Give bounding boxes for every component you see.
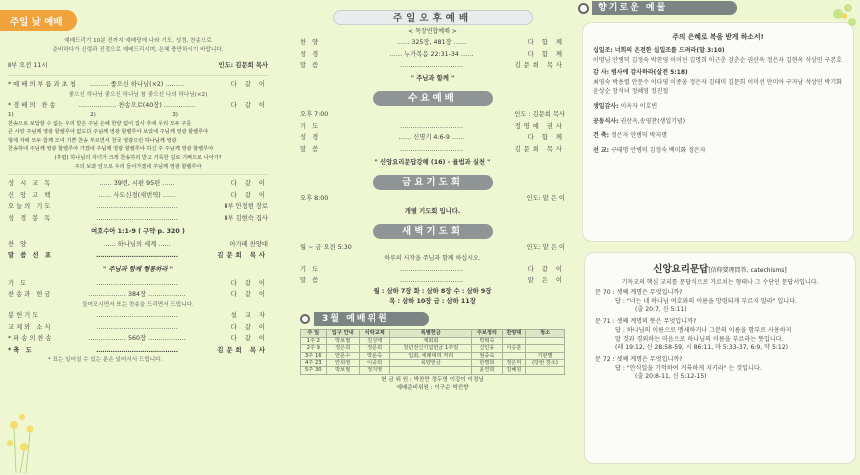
mission-entry: 선 교: 구태명 안병덕 김정숙 백미화 정은자 <box>593 146 706 154</box>
table-row: 1주 2 박보필 김성태 계회회 박혁숙 <box>301 337 565 344</box>
dawn-header: 월 ~ 금 오전 5:30 인도: 맡 은 이 <box>300 243 565 251</box>
tithe-names: 이명님 안병덕 김정숙 박찬영 이미선 김명희 이근춘 강춘순 권산옥 정은자 김현옥 석상민 구본호 <box>593 56 842 64</box>
order-row: 신 앙 고 백 …… 사도신경(새번역) …… 다 같 이 <box>8 191 268 199</box>
table-row: 4주 23 안희영 이중희 목양헌금 한명희 정은미 (당번 장소) <box>301 359 565 366</box>
thanks-names: 최영숙 박용렬 안문수 이다영 이종웅 정은자 김태미 김문희 이미선 안미아 구자남 석상민 박기화 윤상순 장석녀 정혜영 정진철 <box>593 78 842 96</box>
offering-note: 들어오시면서 또는 찬송을 드리면서 드립니다. <box>82 301 194 308</box>
afternoon-service-title: 주일오후예배 <box>333 10 533 25</box>
table-row: 3주 16 안문수 박운숙 입회, 세례대리 처리 엄중숙 기관별 <box>301 352 565 359</box>
worship-committee-table: 주 일 입구 안내 식탁교제 특별헌금 주보정리 찬양대 청소 1주 2 박보필 김성태 계회회 박혁숙 2주 9 정은희 정문희 청년전신기념헌금 1주일 신인웅 이승훈 3주 16 안문수 박운숙 입회, 세례대리 처리 엄중숙 기관별 4주 23 안희영 이중희 목양헌금 한명희 정은미 (당번 장소) 5주 30 박보필 정지영 윤연희 김혜원 <box>300 329 565 375</box>
order-row: 말 씀 선 포 ………………………………… 김문희 목사 <box>8 252 268 260</box>
birthday-entry: 생일감사: 이옥자 이호빈 <box>593 102 658 110</box>
weekly-services-column <box>300 0 565 475</box>
wednesday-theme: " 신앙요리문답강해 (16) - 율법과 실천 " <box>374 158 491 166</box>
committee-note: 헌 금 위 원 : 박찬만 정두명 이강이 이정님 예배준비위원 : 이구순 박진향 <box>381 376 484 391</box>
order-row: *예배의부름과초청 ……… 좋으신 하나님(×2) ……… 다 같 이 <box>8 81 268 88</box>
order-row: *축 도 ………………………………… 김문희 목사 <box>8 346 268 354</box>
scripture-reference: 여호수아 1:1-9 ( 구약 p. 320 ) <box>91 227 185 235</box>
friday-header: 오후 8:00 인도: 맡 은 이 <box>300 194 565 202</box>
order-row: 성 시 교 독 …… 39번, 시편 95편 …… 다 같 이 <box>8 180 268 188</box>
tithe-entry: 십일조: 너희의 온전한 십일조를 드려라(말 3:10) <box>593 47 725 54</box>
order-row: 기 도 ………………………… 다 같 이 <box>300 265 565 273</box>
order-row: 성 경 …… 누가복음 22:31-34 …… 다 함 께 <box>300 50 565 58</box>
call-to-worship-text: 좋으신 하나님 좋으신 하나님 참 좋으신 나의 하나님(×2) <box>68 91 208 98</box>
order-row: 기 도 ………………………………… 다 같 이 <box>8 279 268 287</box>
footnote: * 표는 일어설 수 있는 분은 일어서서 드립니다. <box>48 357 163 364</box>
order-row: 말 씀 ………………………… 맡 은 이 <box>300 277 565 285</box>
order-row: 오늘의 기도 ………………………………… Ⅱ부 안정현 장로 <box>8 203 268 211</box>
table-row: 5주 30 박보필 정지영 윤연희 김혜원 <box>301 367 565 374</box>
wednesday-service-title: 수요예배 <box>373 91 493 106</box>
order-row: 찬 양 …… 325장, 481장 …… 다 함 께 <box>300 39 565 46</box>
dawn-prayer-title: 새벽기도회 <box>373 224 493 239</box>
offerings-box <box>582 22 854 242</box>
offerings-header: 향기로운 예물 <box>578 1 737 15</box>
flower-decoration-icon <box>0 395 60 475</box>
catechism-qa: 문 70 : 셋째 계명은 무엇입니까? 답 : "너는 네 하나님 여호와의 이름을 망령되게 부르지 말라" 입니다. (출 20:7, 신 5:11) 문 71 : 셋째 계명의 뜻은 무엇입니까? 답 : 하나님의 이름으로 맹세하거나 그분의 이름을 함부로 사용하지 말 것과 경외하는 마음으로 하나님의 이름을 부르라는 뜻입니다. (레 19:12, 신 28:58-59, 시 86:11, 마 5:33-37, 6:9, 약 5:12) 문 72 : 셋째 계명은 무엇입니까? 답 : "안식일을 기억하여 거룩하게 지키라" 는 것입니다. (출 20:8-11, 신 5:12-15) <box>595 289 798 381</box>
offerings-heading: 주의 은혜로 복을 받게 하소서! <box>672 33 764 41</box>
service-header: Ⅱ부 오전 11시 인도: 김문희 목사 <box>8 62 268 69</box>
afternoon-service-subtitle: < 목장연합예배 > <box>408 28 457 35</box>
wednesday-header: 오후 7:00 인도 : 김문희 목사 <box>300 110 565 118</box>
order-row: *경배의 찬송 ……………… 찬송으로(40장) …………… 다 같 이 <box>8 101 268 109</box>
order-row: 교제와 소식 ………………………………… 다 같 이 <box>8 323 268 331</box>
table-row: 2주 9 정은희 정문희 청년전신기념헌금 1주일 신인웅 이승훈 <box>301 345 565 352</box>
afternoon-theme: " 주님과 함께 " <box>410 74 455 82</box>
order-row: 성 경 봉 독 ………………………………… Ⅱ부 김현숙 집사 <box>8 214 268 222</box>
catechism-box <box>584 252 856 464</box>
dawn-note: 하루의 시작을 주님과 함께 하십시오. <box>384 254 481 262</box>
sermon-title: " 주님과 함께 형통하라 " <box>102 265 174 273</box>
order-row: 성 경 …… 신명기 4:6-9 …… 다 함 께 <box>300 134 565 142</box>
meal-entry: 공동식사: 권산옥,송영찬(생일기념) <box>593 117 686 125</box>
bullet-icon <box>300 314 310 324</box>
bullet-icon <box>578 3 589 14</box>
order-row: *파송의찬송 ……………… 560장 ……………… 다 같 이 <box>8 335 268 343</box>
order-row: 말 씀 ………………………… 김문희 목사 <box>300 145 565 153</box>
building-entry: 건 축: 정은자 안병덕 박지명 <box>593 132 667 140</box>
order-row: 찬 양 …… 하나님의 세계 …… 아가페 찬양대 <box>8 240 268 248</box>
intro-text: 예배드리기 10분 전까지 예배당에 나와 기도, 성경, 찬송으로 준비하다가 신령과 진정으로 예배드리시며, 은혜 충만하시기 바랍니다. <box>52 38 224 53</box>
thanks-entry: 감 사: 범사에 감사하라(살전 5:18) <box>593 69 688 77</box>
catechism-intro: 기독교의 핵심 교리를 문답식으로 가르치는 형태나 그 수단인 문답서입니다. <box>621 279 819 286</box>
hymn-verse-numbers: 1) 2) 3) <box>8 112 178 119</box>
offerings-column <box>578 0 860 475</box>
order-row: 말 씀 ………………………… 김문희 목사 <box>300 62 565 70</box>
flower-decoration-icon <box>818 0 860 40</box>
mission-header: 3월 예배위원 <box>300 311 565 327</box>
hymn-lyrics: 찬송으로 보답할 수 없는 우리 받은 주님 은혜 한량 없어 집사 후에 우리 모두 주를 큰 사랑 주님께 영광 할렐루야 없도다 주님께 영광 할렐루야 보았네 주님께 영광 할렐루야 형제 자매 모두 함께 모여 기쁜 찬송 부르면서 천국 영광으런 하나님께 영광 찬송하네 주님께 영광 할렐루야 가겠네 주님께 영광 할렐루야 하신 주 주님께 영광 할렐루야 (후렴) 하나님의 자녀가 크게 찬송하리 받고 거룩한 길로 기뻐으로 나아가? 주의 보좌 앞으로 우리 들어가겠네 주님께 영광 할렐루야 <box>8 120 222 170</box>
order-row: 기 도 ………………………… 정영애 권사 <box>300 122 565 130</box>
dawn-schedule: 월 : 삼하 7장 화 : 삼하 8장 수 : 삼하 9장 목 : 삼하 10장 금 : 삼하 11장 <box>373 287 492 305</box>
catechism-title: 신앙요리문답[信仰要理問答, catechisms] <box>653 264 787 275</box>
friday-note: 개별 기도회 입니다. <box>404 207 461 215</box>
section-title: 주일 낮 예배 <box>0 10 77 31</box>
order-row: 봉헌기도 ………………………………… 설 교 자 <box>8 311 268 319</box>
divider <box>8 75 268 76</box>
order-row: 찬송과 헌금 ……………… 384장 ……………… 다 같 이 <box>8 291 268 299</box>
divider <box>8 174 268 175</box>
friday-prayer-title: 금요기도회 <box>373 175 493 190</box>
